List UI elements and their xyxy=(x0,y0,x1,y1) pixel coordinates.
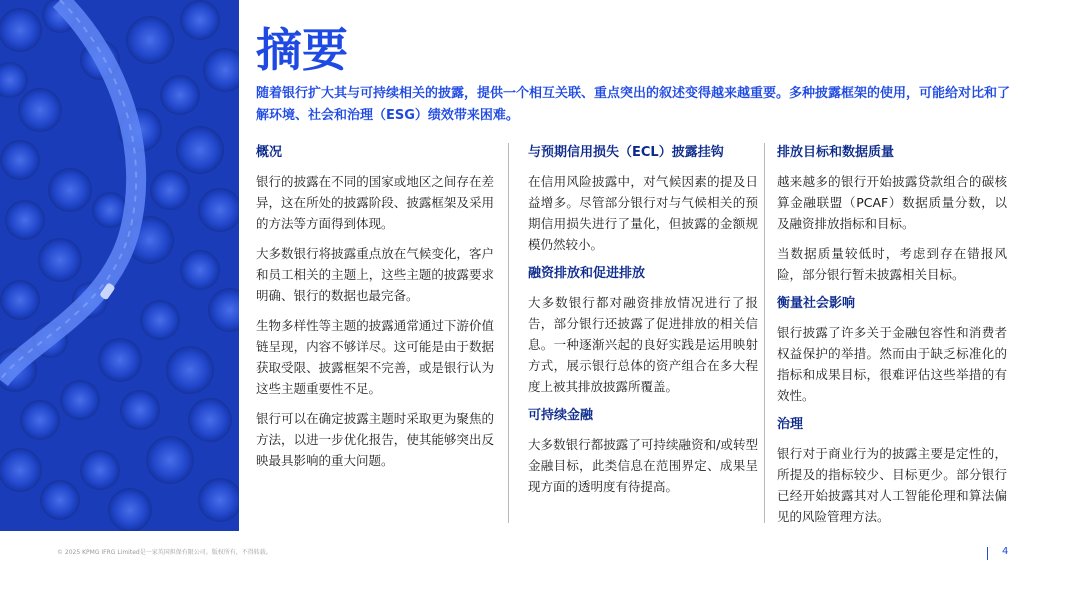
column-divider xyxy=(764,143,765,523)
section-heading-ecl: 与预期信用损失（ECL）披露挂钩 xyxy=(528,145,724,160)
section-heading-financed-emissions: 融资排放和促进排放 xyxy=(528,266,646,281)
column-right xyxy=(777,143,1007,536)
page-number: 4 xyxy=(1002,546,1009,557)
financed-emissions-paragraph: 大多数银行都对融资排放情况进行了报告，部分银行还披露了促进排放的相关信息。一种逐渐兴起的良好实践是运用映射方式，展示银行总体的资产组合在多大程度上被其排放披露所覆盖。 xyxy=(528,295,758,394)
social-impact-paragraph: 银行披露了许多关于金融包容性和消费者权益保护的举措。然而由于缺乏标准化的指标和成果目标，很难评估这些举措的有效性。 xyxy=(777,325,1007,403)
ecl-paragraph: 在信用风险披露中，对气候因素的提及日益增多。尽管部分银行对与气候相关的预期信用损失进行了量化，但披露的金额规模仍然较小。 xyxy=(528,174,758,252)
section-heading-governance: 治理 xyxy=(777,417,804,432)
section-heading-social-impact: 衡量社会影响 xyxy=(777,296,856,311)
section-heading-sustainable-finance: 可持续金融 xyxy=(528,408,594,423)
targets-paragraph: 当数据质量较低时，考虑到存在错报风险，部分银行暂未披露相关目标。 xyxy=(777,246,1007,282)
aerial-forest-road-image xyxy=(0,0,239,531)
governance-paragraph: 银行对于商业行为的披露主要是定性的，所提及的指标较少、目标更少。部分银行已经开始披露其对人工智能伦理和算法偏见的风险管理方法。 xyxy=(777,446,1007,524)
page-title: 摘要 xyxy=(256,23,348,77)
overview-paragraph: 银行可以在确定披露主题时采取更为聚焦的方法，以进一步优化报告，使其能够突出反映最具影响的重大问题。 xyxy=(256,411,494,468)
column-overview xyxy=(256,143,494,480)
footer-copyright: © 2025 KPMG IFRG Limited是一家英国担保有限公司。版权所有，不得转载。 xyxy=(57,549,272,556)
sustainable-finance-paragraph: 大多数银行都披露了可持续融资和/或转型金融目标，此类信息在范围界定、成果呈现方面的透明度有待提高。 xyxy=(528,437,758,494)
footer-divider xyxy=(987,547,988,560)
column-divider xyxy=(508,143,509,523)
intro-summary: 随着银行扩大其与可持续相关的披露，提供一个相互关联、重点突出的叙述变得越来越重要。多种披露框架的使用，可能给对比和了解环境、社会和治理（ESG）绩效带来困难。 xyxy=(256,86,1011,123)
overview-paragraph: 大多数银行将披露重点放在气候变化，客户和员工相关的主题上，这些主题的披露要求明确、银行的数据也最完备。 xyxy=(256,246,494,303)
overview-paragraph: 银行的披露在不同的国家或地区之间存在差异，这在所处的披露阶段、披露框架及采用的方法等方面得到体现。 xyxy=(256,174,494,231)
section-heading-targets-data-quality: 排放目标和数据质量 xyxy=(777,145,895,160)
overview-paragraph: 生物多样性等主题的披露通常通过下游价值链呈现，内容不够详尽。这可能是由于数据获取受限、披露框架不完善，或是银行认为这些主题重要性不足。 xyxy=(256,318,494,396)
section-heading-overview: 概况 xyxy=(256,145,283,160)
column-middle xyxy=(528,143,758,506)
targets-paragraph: 越来越多的银行开始披露贷款组合的碳核算金融联盟（PCAF）数据质量分数，以及融资排放指标和目标。 xyxy=(777,174,1007,231)
